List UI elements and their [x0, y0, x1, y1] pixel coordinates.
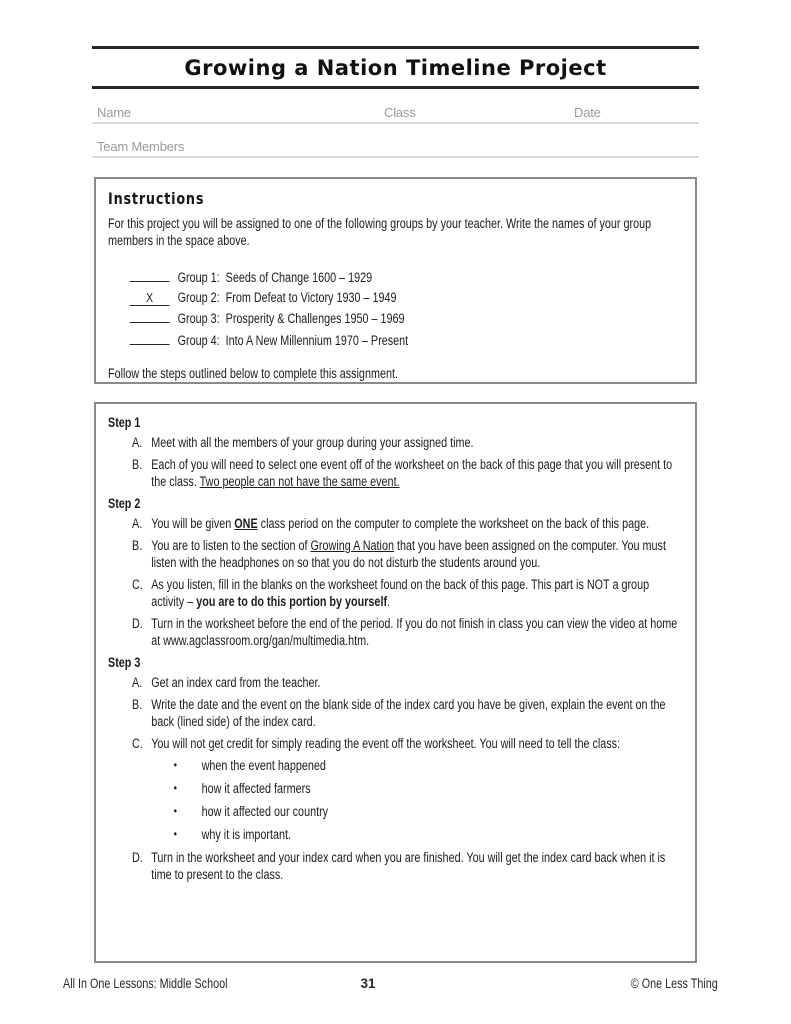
item-letter: D.	[132, 850, 143, 865]
item-text-segment: Two people can not have the same event.	[199, 474, 400, 489]
steps-list	[108, 414, 685, 883]
footer-page-number: 31	[360, 976, 376, 991]
group-label: Group 3: Prosperity & Challenges 1950 – 1969	[177, 311, 405, 326]
item-text	[151, 615, 685, 649]
item-text-segment: Get an index card from the teacher.	[151, 675, 321, 690]
item-text-segment: Each of you will need to select one event off of the worksheet on the back of this page that you will present to the class.	[151, 457, 673, 489]
bullet-text: why it is important.	[201, 827, 292, 842]
item-text-segment: class period on the computer to complete the worksheet on the back of this page.	[257, 516, 650, 531]
title-rule-bottom	[92, 86, 699, 89]
name-field-label: Name	[97, 105, 131, 120]
step-item	[108, 849, 685, 883]
group-choice-blank	[130, 329, 170, 345]
item-text-segment: Growing A Nation	[310, 538, 394, 553]
item-letter: B.	[132, 697, 143, 712]
item-letter: B.	[132, 457, 143, 472]
item-text	[151, 696, 685, 730]
group-choice-blank: X	[130, 290, 170, 306]
bullet-list	[108, 757, 685, 843]
instructions-box	[94, 177, 697, 384]
item-text	[151, 515, 685, 532]
item-text-segment: Turn in the worksheet and your index card when you are finished. You will get the index card back when it is time to present to the class.	[151, 850, 666, 882]
item-letter: A.	[132, 435, 143, 450]
group-row	[108, 329, 683, 351]
bullet-icon: •	[173, 827, 177, 841]
item-letter: C.	[132, 736, 143, 751]
group-row	[108, 266, 683, 288]
bullet-text: when the event happened	[201, 758, 326, 773]
step-item	[108, 615, 685, 649]
group-choice-blank	[130, 307, 170, 323]
bullet-icon: •	[173, 781, 177, 795]
steps-box	[94, 402, 697, 963]
group-label: Group 4: Into A New Millennium 1970 – Present	[177, 332, 409, 348]
team-members-underline	[92, 138, 699, 158]
group-label: Group 2: From Defeat to Victory 1930 – 1949	[177, 289, 397, 305]
item-text	[151, 537, 685, 571]
bullet-row	[108, 780, 685, 797]
title-rule-top	[92, 46, 699, 49]
item-text	[151, 576, 685, 610]
item-letter: B.	[132, 538, 143, 553]
step-item	[108, 696, 685, 730]
item-text-segment: Turn in the worksheet before the end of the period. If you do not finish in class you can view the video at home at www.agclassroom.org/gan/multimedia.htm.	[151, 616, 678, 648]
team-members-label: Team Members	[97, 139, 185, 154]
item-letter: A.	[132, 675, 143, 690]
step-item	[108, 576, 685, 610]
bullet-icon: •	[173, 758, 177, 772]
bullet-row	[108, 826, 685, 843]
instructions-intro: For this project you will be assigned to one of the following groups by your teacher. Write the names of your group members in the space above.	[108, 216, 652, 248]
footer-left-text: All In One Lessons: Middle School	[63, 976, 228, 991]
group-row	[108, 307, 683, 329]
item-text-segment: You will be given	[151, 516, 235, 531]
step-item	[108, 515, 685, 532]
item-text-segment: that you have been assigned on the computer. You must listen with the headphones on so that you do not disturb the students around you.	[151, 538, 666, 570]
bullet-icon: •	[173, 804, 177, 818]
instructions-heading: Instructions	[108, 189, 205, 208]
item-text-segment: ONE	[234, 516, 258, 531]
name-class-date-underline	[92, 104, 699, 124]
step-section	[108, 654, 685, 883]
group-label: Group 1: Seeds of Change 1600 – 1929	[177, 270, 373, 285]
item-text	[151, 456, 685, 490]
group-choice-blank	[130, 266, 170, 282]
page-title: Growing a Nation Timeline Project	[184, 56, 607, 80]
bullet-text: how it affected our country	[201, 804, 329, 819]
instructions-outro: Follow the steps outlined below to complete this assignment.	[108, 366, 398, 381]
class-field-label: Class	[384, 105, 416, 120]
item-text	[151, 434, 685, 451]
item-letter: D.	[132, 616, 143, 631]
item-text-segment: As you listen, fill in the blanks on the worksheet found on the back of this page. This part is NOT a group activity –	[151, 577, 650, 609]
bullet-row	[108, 757, 685, 774]
step-title: Step 1	[108, 415, 141, 430]
step-section	[108, 495, 685, 649]
item-text	[151, 849, 685, 883]
item-text	[151, 674, 685, 691]
bullet-row	[108, 803, 685, 820]
group-list	[108, 266, 683, 350]
item-text	[151, 735, 685, 752]
step-item	[108, 735, 685, 752]
step-title: Step 2	[108, 496, 141, 511]
footer	[0, 976, 791, 994]
item-text-segment: Write the date and the event on the blank side of the index card you have be given, explain the event on the back (lined side) of the index card.	[151, 697, 666, 729]
step-section	[108, 414, 685, 490]
bullet-text: how it affected farmers	[201, 781, 311, 796]
date-field-label: Date	[574, 105, 601, 120]
step-item	[108, 456, 685, 490]
item-text-segment: you are to do this portion by yourself	[196, 594, 388, 609]
item-text-segment: You will not get credit for simply reading the event off the worksheet. You will need to tell the class:	[151, 736, 621, 751]
item-letter: A.	[132, 516, 143, 531]
step-item	[108, 674, 685, 691]
item-text-segment: .	[387, 594, 391, 609]
item-text-segment: You are to listen to the section of	[151, 538, 311, 553]
step-title: Step 3	[108, 655, 141, 670]
step-item	[108, 434, 685, 451]
footer-right-text: © One Less Thing	[630, 976, 718, 991]
item-text-segment: Meet with all the members of your group during your assigned time.	[151, 435, 474, 450]
item-letter: C.	[132, 577, 143, 592]
step-item	[108, 537, 685, 571]
group-row	[108, 288, 683, 308]
